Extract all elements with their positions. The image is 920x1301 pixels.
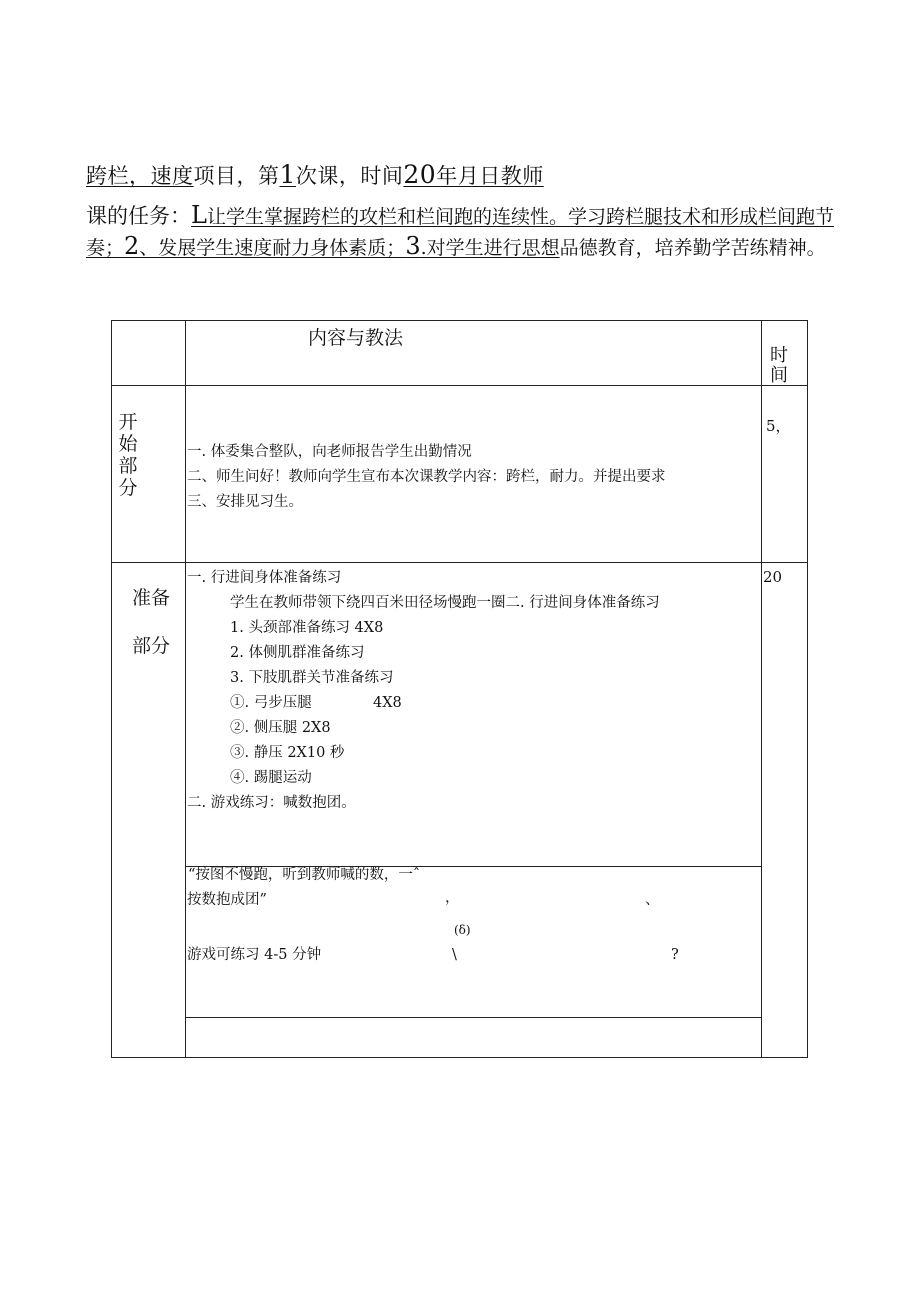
lesson-tasks <box>86 201 836 263</box>
lesson-number: 1 <box>279 160 296 189</box>
prep-line-3: 1. 头颈部准备练习 4X8 <box>230 620 384 636</box>
task-num-1: L <box>191 201 207 229</box>
row-divider-start <box>112 562 807 563</box>
start-section-label: 开始部分 <box>118 411 138 499</box>
row-divider-bottom <box>185 1017 761 1018</box>
prep-line-8: ③. 静压 2X10 秒 <box>230 745 345 761</box>
content-method-header: 内容与教法 <box>308 327 404 349</box>
task-num-2: 2 <box>124 232 140 260</box>
row-divider-header <box>112 385 807 386</box>
game-line-3: 游戏可练习 4-5 分钟 <box>187 947 322 963</box>
task-3-cont: 品德教育，培养勤学苦练精神。 <box>559 237 826 259</box>
start-section-time: 5， <box>766 417 791 435</box>
prep-line-9: ④. 踢腿运动 <box>230 770 312 786</box>
prep-line-6-reps: 4X8 <box>373 695 402 711</box>
start-line-3: 三、安排见习生。 <box>187 494 303 510</box>
prep-line-10: 二. 游戏练习：喊数抱团。 <box>187 795 356 811</box>
col-divider-2 <box>761 321 762 1057</box>
task-1: 让学生掌握跨栏的攻栏和栏间跑的连续性。学习跨栏腿技术和形成栏间跑节奏； <box>86 206 834 259</box>
game-mark-question: ? <box>671 947 679 963</box>
prep-line-2: 学生在教师带领下绕四百米田径场慢跑一圈二. 行进间身体准备练习 <box>230 595 660 611</box>
game-mark-paren: (δ) <box>454 923 471 937</box>
year-prefix: 20 <box>403 160 437 189</box>
prep-section-label-2: 部分 <box>132 635 171 657</box>
time-header: 时间 <box>770 345 788 386</box>
header-part1: 跨栏，速度 <box>86 164 194 188</box>
col-divider-1 <box>185 321 186 1057</box>
game-mark-dun: 、 <box>645 892 660 908</box>
lesson-header <box>86 160 544 190</box>
game-line-2: 按数抱成团” <box>187 892 267 908</box>
task-3: .对学生进行思想 <box>420 237 560 259</box>
prep-line-1: 一. 行进间身体准备练习 <box>187 570 342 586</box>
prep-line-5: 3. 下肢肌群关节准备练习 <box>230 670 394 686</box>
lesson-table <box>111 320 808 1058</box>
header-part6: 年月日教师 <box>436 164 544 188</box>
prep-line-6: ①. 弓步压腿 <box>230 695 312 711</box>
game-mark-comma: ， <box>445 890 460 906</box>
prep-line-4: 2. 体侧肌群准备练习 <box>230 645 365 661</box>
start-line-1: 一. 体委集合整队，向老师报告学生出勤情况 <box>187 444 472 460</box>
prep-section-label-1: 准备 <box>132 587 171 609</box>
header-part4: 次课，时间 <box>295 164 404 188</box>
task-2: 、发展学生速度耐力身体素质； <box>139 237 406 259</box>
task-num-3: 3 <box>405 232 421 260</box>
tasks-label: 课的任务： <box>86 204 191 228</box>
prep-section-time: 20 <box>763 568 783 586</box>
start-line-2: 二、师生问好！教师向学生宣布本次课教学内容：跨栏，耐力。并提出要求 <box>187 469 666 485</box>
game-line-1: “按图不慢跑，听到教师喊的数，一ˆ <box>188 867 421 883</box>
prep-line-7: ②. 侧压腿 2X8 <box>230 720 331 736</box>
game-mark-backslash: \ <box>452 947 457 963</box>
header-part2: 项目，第 <box>193 164 280 188</box>
